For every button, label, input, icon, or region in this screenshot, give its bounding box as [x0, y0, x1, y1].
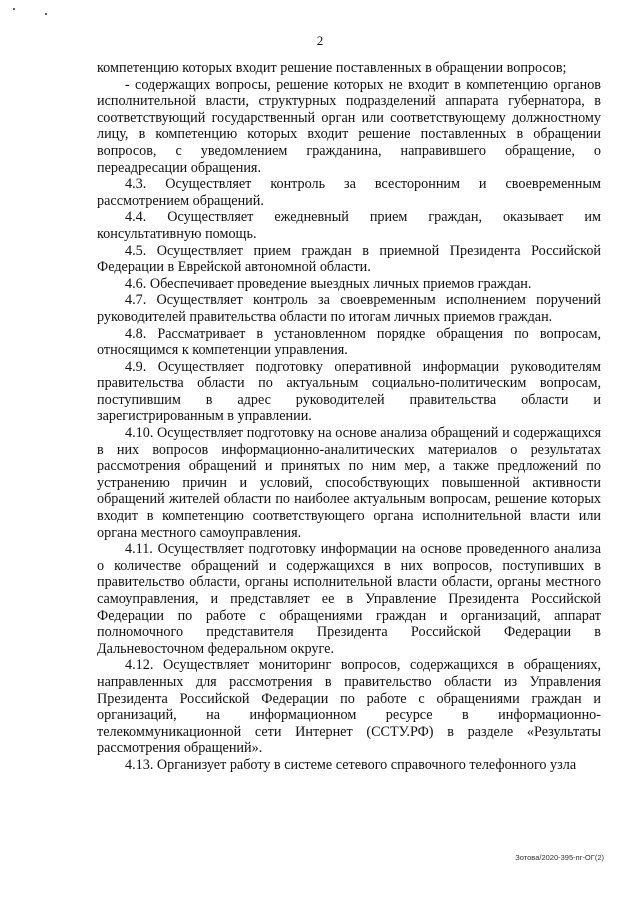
document-body [97, 60, 601, 774]
paragraph: 4.12. Осуществляет мониторинг вопросов, содержащихся в обращениях, направленных для рассмотрения в правительство области из Управления Президента Российской Федерации по работе с обращениями граждан и организаций, на информационном ресурсе в информационно-телекоммуникационной сети Интернет (ССТУ.РФ) в разделе «Результаты рассмотрения обращений». [97, 657, 601, 757]
paragraph: - содержащих вопросы, решение которых не входит в компетенцию органов исполнительной власти, структурных подразделений аппарата губернатора, в соответствующий государственный орган или соответствующему должностному лицу, в компетенцию которых входит решение поставленных в обращении вопросов, с уведомлением гражданина, направившего обращение, о переадресации обращения. [97, 76, 601, 176]
paragraph: 4.13. Организует работу в системе сетевого справочного телефонного узла [125, 756, 577, 773]
paragraph: 4.7. Осуществляет контроль за своевременным исполнением поручений руководителей правительства области по итогам личных приемов граждан. [97, 292, 601, 325]
paragraph: 4.6. Обеспечивает проведение выездных личных приемов граждан. [125, 275, 532, 292]
paragraph: 4.11. Осуществляет подготовку информации на основе проведенного анализа о количестве обращений и содержащихся в них вопросов, поступивших в правительство области, органы исполнительной власти области, органы местного самоуправления, и представляет ее в Управление Президента Российской Федерации по работе с обращениями граждан и организаций, аппарат полномочного представителя Президента Российской Федерации в Дальневосточном федеральном округе. [97, 541, 601, 657]
paragraph: 4.9. Осуществляет подготовку оперативной информации руководителям правительства области по актуальным социально-политическим вопросам, поступившим в адрес руководителей правительства области и зарегистрированным в управлении. [97, 358, 601, 425]
scan-speck [45, 13, 47, 15]
paragraph: 4.3. Осуществляет контроль за всесторонним и своевременным рассмотрением обращений. [97, 176, 601, 209]
paragraph: 4.4. Осуществляет ежедневный прием граждан, оказывает им консультативную помощь. [97, 209, 601, 242]
paragraph: 4.8. Рассматривает в установленном порядке обращения по вопросам, относящимся к компетенции управления. [97, 325, 601, 359]
page-number: 2 [316, 33, 324, 48]
paragraph: компетенцию которых входит решение поставленных в обращении вопросов; [97, 60, 567, 76]
document-code: Зотова/2020-395-пг-ОГ(2) [515, 853, 604, 862]
paragraph: 4.10. Осуществляет подготовку на основе анализа обращений и содержащихся в них вопросов информационно-аналитических материалов о результатах рассмотрения обращений и принятых по ним мер, а также предложений по устранению причин и условий, способствующих повышенной активности обращений жителей области по наиболее актуальным вопросам, решение которых входит в компетенцию соответствующего органа исполнительной власти или органа местного самоуправления. [97, 425, 601, 541]
paragraph: 4.5. Осуществляет прием граждан в приемной Президента Российской Федерации в Еврейской автономной области. [97, 242, 601, 276]
scan-speck [13, 8, 15, 10]
